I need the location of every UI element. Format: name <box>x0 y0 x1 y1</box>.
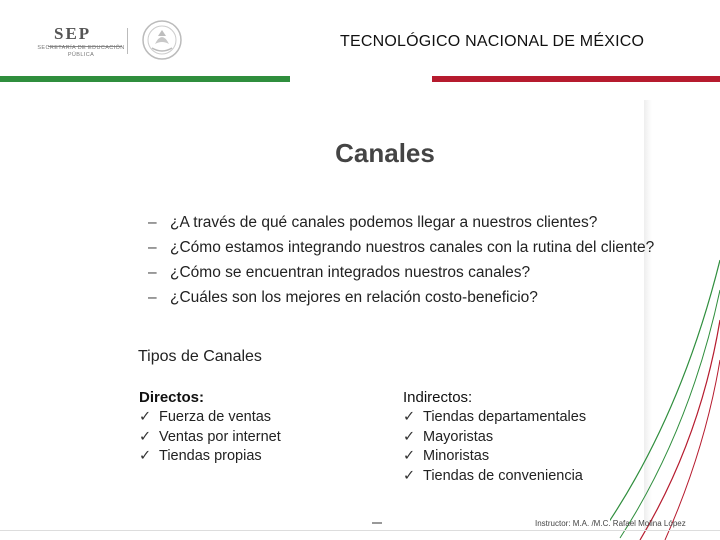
header-red-bar <box>432 76 720 82</box>
list-item <box>139 408 281 428</box>
check-icon: ✓ <box>139 409 152 425</box>
direct-heading: Directos: <box>139 389 205 406</box>
instructor-credit: Instructor: M.A. /M.C. Rafael Molina López <box>535 519 686 528</box>
sep-logo-subtitle: SECRETARÍA DE EDUCACIÓN PÚBLICA <box>37 45 125 58</box>
check-icon: ✓ <box>139 428 152 445</box>
indirect-item-text: Tiendas de conveniencia <box>423 467 583 484</box>
list-item <box>403 467 586 487</box>
question-item <box>148 235 654 260</box>
footer-mark <box>372 522 382 524</box>
header-green-bar <box>0 76 290 82</box>
header-title: TECNOLÓGICO NACIONAL DE MÉXICO <box>340 33 645 50</box>
footer-rule <box>0 530 720 531</box>
direct-item-text: Ventas por internet <box>159 428 281 445</box>
direct-item-text: Fuerza de ventas <box>159 409 272 425</box>
check-icon: ✓ <box>403 409 416 425</box>
direct-channels <box>139 388 281 467</box>
indirect-channels <box>403 388 586 486</box>
indirect-item-text: Tiendas departamentales <box>423 409 587 425</box>
question-text: ¿A través de qué canales podemos llegar a nuestros clientes? <box>170 214 598 231</box>
question-item <box>148 285 654 310</box>
sep-logo <box>26 24 126 64</box>
list-item <box>403 447 586 467</box>
list-item <box>403 428 586 448</box>
mexico-crest-icon <box>136 18 188 62</box>
direct-item-text: Tiendas propias <box>159 448 262 464</box>
check-icon: ✓ <box>139 448 152 464</box>
channel-types-title: Tipos de Canales <box>138 348 262 365</box>
check-icon: ✓ <box>403 467 416 484</box>
sep-logo-word: SEP <box>54 24 92 43</box>
question-marker: – <box>148 289 157 306</box>
slide-header <box>0 0 720 90</box>
slide-title <box>0 138 720 169</box>
question-text: ¿Cómo estamos integrando nuestros canales con la rutina del cliente? <box>170 239 655 256</box>
logo-divider <box>127 28 128 54</box>
indirect-item-text: Mayoristas <box>423 428 494 445</box>
question-text: ¿Cuáles son los mejores en relación costo-beneficio? <box>170 289 538 306</box>
list-item <box>139 447 281 467</box>
indirect-item-text: Minoristas <box>423 448 490 464</box>
question-marker: – <box>148 239 157 256</box>
question-marker: – <box>148 264 157 281</box>
check-icon: ✓ <box>403 428 416 445</box>
question-list <box>148 210 654 310</box>
indirect-heading: Indirectos: <box>403 389 473 406</box>
check-icon: ✓ <box>403 448 416 464</box>
list-item <box>403 408 586 428</box>
question-marker: – <box>148 214 157 231</box>
list-item <box>139 428 281 448</box>
question-text: ¿Cómo se encuentran integrados nuestros canales? <box>170 264 531 281</box>
question-item <box>148 210 654 235</box>
slide-title-text: Canales <box>335 138 435 168</box>
question-item <box>148 260 654 285</box>
